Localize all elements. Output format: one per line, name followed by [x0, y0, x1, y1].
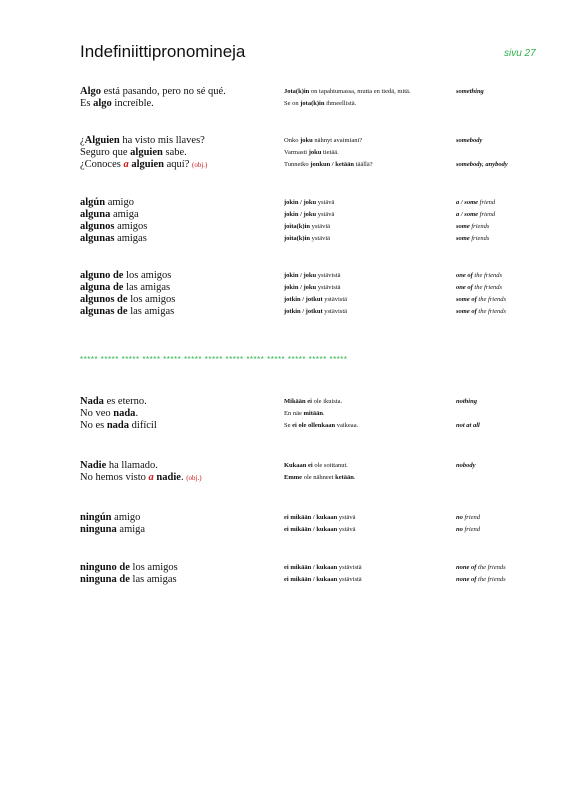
object-marker: (obj.) — [186, 474, 202, 482]
finnish-translation: ei mikään / kukaan ystävistä — [284, 564, 362, 571]
english-gloss: one of the friends — [456, 284, 503, 291]
spanish-phrase: algún amigo — [80, 197, 134, 208]
english-gloss: nobody — [456, 462, 476, 469]
english-gloss: a / some friend — [456, 211, 496, 218]
spanish-sentence: Seguro que alguien sabe. — [80, 147, 187, 158]
finnish-translation: En näe mitään. — [284, 410, 325, 417]
example-row — [0, 574, 565, 586]
english-gloss: some friends — [456, 223, 490, 230]
spanish-sentence: No es nada difícil — [80, 420, 157, 431]
spanish-phrase: algunas de las amigas — [80, 306, 175, 317]
spanish-phrase: algunos amigos — [80, 221, 148, 232]
example-row — [0, 524, 565, 536]
spanish-sentence: No hemos visto a nadie. (obj.) — [80, 472, 202, 483]
english-gloss: a / some friend — [456, 199, 496, 206]
section-alguno-de — [0, 270, 565, 318]
spanish-phrase: algunos de los amigos — [80, 294, 176, 305]
example-row — [0, 270, 565, 282]
example-row — [0, 472, 565, 484]
spanish-phrase: algunas amigas — [80, 233, 147, 244]
example-row — [0, 147, 565, 159]
section-ninguno-de — [0, 562, 565, 586]
spanish-phrase: ningún amigo — [80, 512, 141, 523]
english-gloss: no friend — [456, 514, 481, 521]
example-row — [0, 159, 565, 171]
finnish-translation: jokin / joku ystävä — [284, 211, 335, 218]
spanish-sentence: Nada es eterno. — [80, 396, 147, 407]
finnish-translation: ei mikään / kukaan ystävä — [284, 514, 356, 521]
english-gloss: not at all — [456, 422, 480, 429]
english-gloss: some of the friends — [456, 308, 507, 315]
spanish-phrase: alguna amiga — [80, 209, 139, 220]
example-row — [0, 562, 565, 574]
page-title: Indefiniittipronomineja — [80, 42, 246, 61]
section-alguien — [0, 135, 565, 171]
finnish-translation: Emme ole nähneet ketään. — [284, 474, 356, 481]
object-marker: (obj.) — [192, 161, 208, 169]
spanish-phrase: ninguno de los amigos — [80, 562, 178, 573]
example-row — [0, 282, 565, 294]
english-gloss: some friends — [456, 235, 490, 242]
finnish-translation: joita(k)in ystäviä — [284, 235, 331, 242]
finnish-translation: jokin / joku ystävistä — [284, 284, 341, 291]
example-row — [0, 460, 565, 472]
spanish-sentence: ¿Conoces a alguien aquí? (obj.) — [80, 159, 208, 170]
section-nadie — [0, 460, 565, 484]
spanish-sentence: ¿Alguien ha visto mis llaves? — [80, 135, 205, 146]
finnish-translation: Mikään ei ole ikuista. — [284, 398, 343, 405]
example-row — [0, 396, 565, 408]
english-gloss: something — [456, 88, 484, 95]
spanish-sentence: Algo está pasando, pero no sé qué. — [80, 86, 226, 97]
section-algo — [0, 86, 565, 110]
english-gloss: none of the friends — [456, 576, 506, 583]
english-gloss: one of the friends — [456, 272, 503, 279]
spanish-sentence: No veo nada. — [80, 408, 139, 419]
english-gloss: some of the friends — [456, 296, 507, 303]
english-gloss: no friend — [456, 526, 481, 533]
finnish-translation: Kukaan ei ole soittanut. — [284, 462, 348, 469]
example-row — [0, 135, 565, 147]
example-row — [0, 420, 565, 432]
section-ningun — [0, 512, 565, 536]
section-divider: ***** ***** ***** ***** ***** ***** ***** ***** ***** ***** ***** ***** ***** — [80, 355, 348, 364]
example-row — [0, 294, 565, 306]
finnish-translation: Tunnetko jonkun / ketään täällä? — [284, 161, 373, 168]
spanish-phrase: alguna de las amigas — [80, 282, 171, 293]
finnish-translation: ei mikään / kukaan ystävä — [284, 526, 356, 533]
spanish-sentence: Es algo increíble. — [80, 98, 154, 109]
finnish-translation: jotkin / jotkut ystävistä — [284, 296, 348, 303]
section-algun — [0, 197, 565, 245]
spanish-phrase: ninguna amiga — [80, 524, 146, 535]
example-row — [0, 233, 565, 245]
finnish-translation: jotkin / jotkut ystävistä — [284, 308, 348, 315]
finnish-translation: joita(k)in ystäviä — [284, 223, 331, 230]
english-gloss: somebody, anybody — [456, 161, 508, 168]
example-row — [0, 86, 565, 98]
section-nada — [0, 396, 565, 432]
example-row — [0, 98, 565, 110]
english-gloss: none of the friends — [456, 564, 506, 571]
example-row — [0, 512, 565, 524]
english-gloss: somebody — [456, 137, 483, 144]
finnish-translation: Se on jota(k)in ihmeellistä. — [284, 100, 357, 107]
spanish-phrase: ninguna de las amigas — [80, 574, 177, 585]
finnish-translation: Onko joku nähnyt avaimiani? — [284, 137, 363, 144]
example-row — [0, 306, 565, 318]
finnish-translation: Se ei ole ollenkaan vaikeaa. — [284, 422, 359, 429]
finnish-translation: ei mikään / kukaan ystävistä — [284, 576, 362, 583]
example-row — [0, 221, 565, 233]
finnish-translation: jokin / joku ystävä — [284, 199, 335, 206]
spanish-phrase: alguno de los amigos — [80, 270, 172, 281]
spanish-sentence: Nadie ha llamado. — [80, 460, 158, 471]
finnish-translation: Varmasti joku tietää. — [284, 149, 339, 156]
example-row — [0, 197, 565, 209]
english-gloss: nothing — [456, 398, 477, 405]
finnish-translation: Jota(k)in on tapahtumassa, mutta en tiedä, mitä. — [284, 88, 411, 95]
page-number: sivu 27 — [504, 48, 536, 59]
example-row — [0, 408, 565, 420]
finnish-translation: jokin / joku ystävistä — [284, 272, 341, 279]
example-row — [0, 209, 565, 221]
